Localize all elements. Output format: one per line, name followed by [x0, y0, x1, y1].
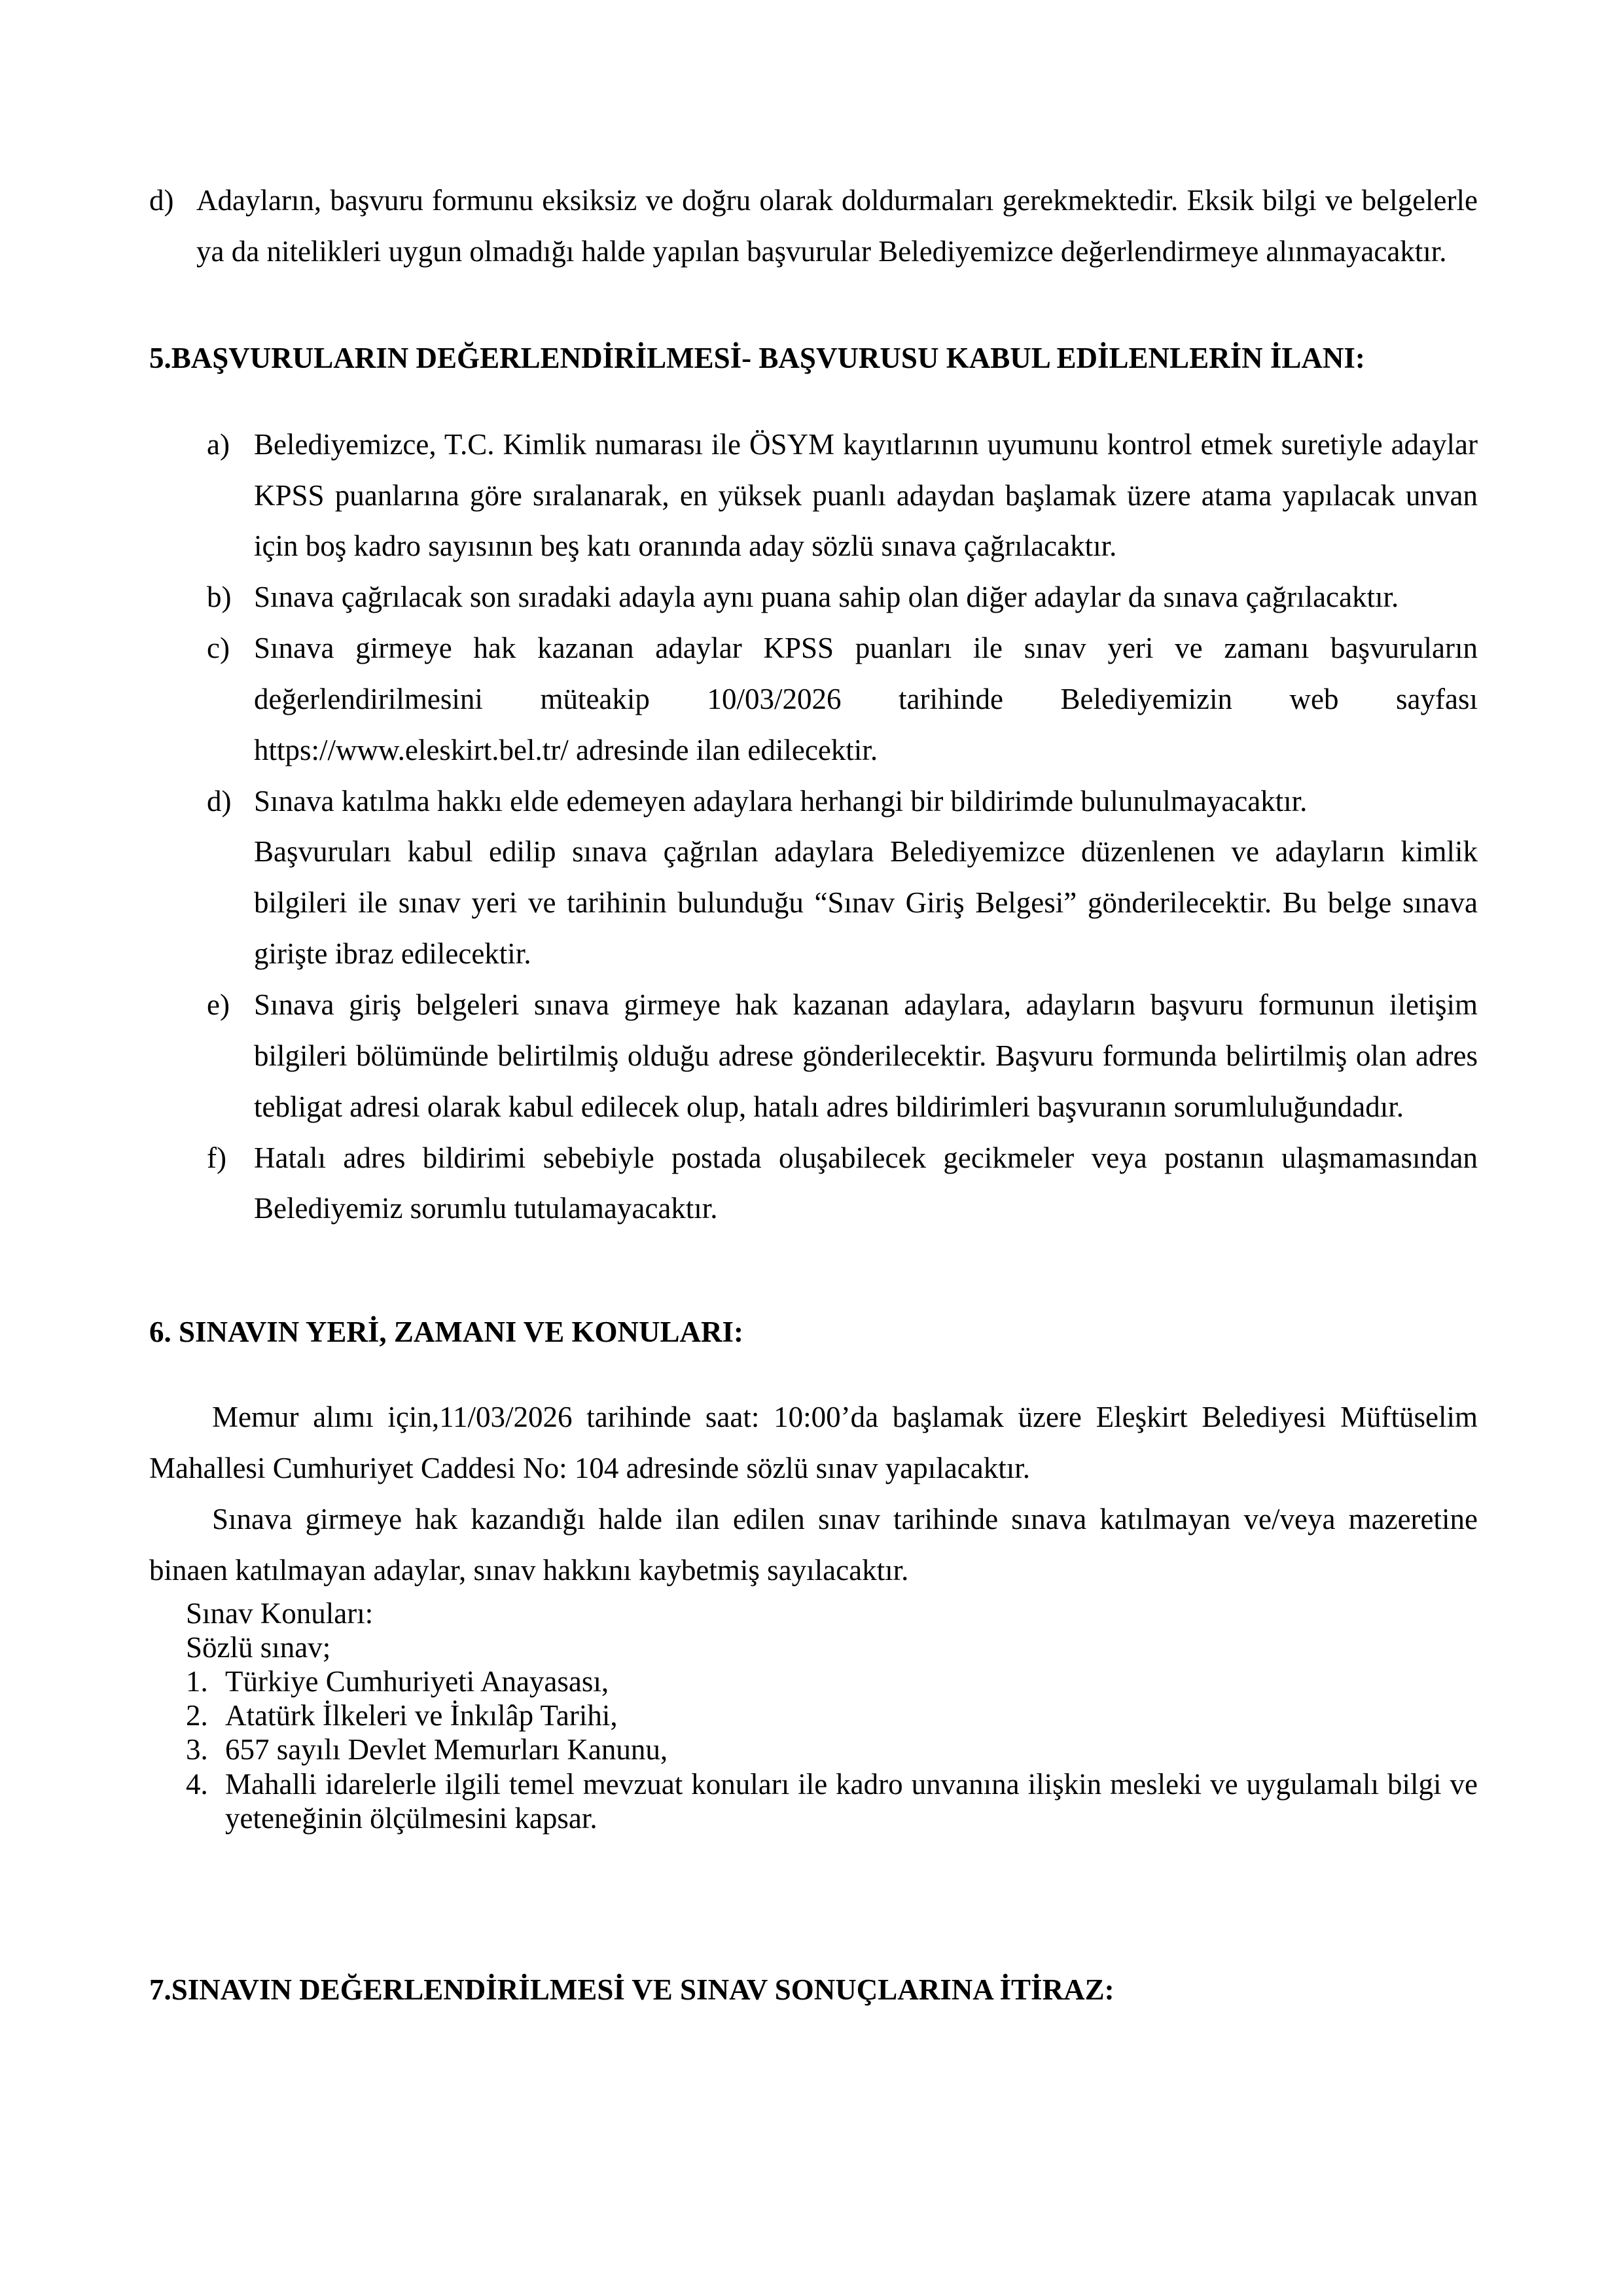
- list-item: [149, 175, 1478, 278]
- exam-subjects-list: [186, 1664, 1478, 1835]
- list-item-text: Atatürk İlkeleri ve İnkılâp Tarihi,: [225, 1699, 618, 1732]
- list-item: [207, 776, 1478, 980]
- list-item-text: Hatalı adres bildirimi sebebiyle postada oluşabilecek gecikmeler veya postanın ulaşmamasından Belediyemiz sorumlu tutulamayacaktır.: [254, 1141, 1478, 1225]
- list-item-body: [225, 1698, 1478, 1732]
- spacer-before-section5: [149, 278, 1478, 338]
- list-item-body: [254, 623, 1478, 776]
- list-item-text: Adayların, başvuru formunu eksiksiz ve doğru olarak doldurmaları gerekmektedir. Eksik bilgi ve belgelerle ya da nitelikleri uygun olmadığı halde yapılan başvurular Belediyemizce değerlendirmeye alınmayacaktır.: [196, 184, 1478, 268]
- list-item-body: [254, 420, 1478, 573]
- list-item-body: [254, 1133, 1478, 1235]
- list-item-body: [225, 1767, 1478, 1835]
- list-item-continuation: Başvuruları kabul edilip sınava çağrılan adaylara Belediyemizce düzenlenen ve adayların kimlik bilgileri ile sınav yeri ve tarihinin bulunduğu “Sınav Giriş Belgesi” gönderilecektir. Bu belge sınava girişte ibraz edilecektir.: [254, 835, 1478, 971]
- list-item-text: Belediyemizce, T.C. Kimlik numarası ile ÖSYM kayıtlarının uyumunu kontrol etmek suretiyle adaylar KPSS puanlarına göre sıralanarak, en yüksek puanlı adaydan başlamak üzere atama yapılacak unvan için boş kadro sayısının beş katı oranında aday sözlü sınava çağrılacaktır.: [254, 427, 1478, 563]
- spacer-after-section5-heading: [149, 379, 1478, 420]
- list-item: [186, 1732, 1478, 1767]
- list-item-text: Sınava katılma hakkı elde edemeyen adaylara herhangi bir bildirimde bulunulmayacaktır.: [254, 784, 1308, 817]
- list-item: [186, 1767, 1478, 1835]
- list-marker: e): [207, 988, 230, 1021]
- section-5-heading: 5.BAŞVURULARIN DEĞERLENDİRİLMESİ- BAŞVURUSU KABUL EDİLENLERİN İLANI:: [149, 341, 1365, 374]
- list-marker: 2.: [186, 1699, 208, 1732]
- list-item-text: Sınava giriş belgeleri sınava girmeye hak kazanan adaylara, adayların başvuru formunun iletişim bilgileri bölümünde belirtilmiş olduğu adrese gönderilecektir. Başvuru formunda belirtilmiş olan adres tebligat adresi olarak kabul edilecek olup, hatalı adres bildirimleri başvuranın sorumluluğundadır.: [254, 988, 1478, 1123]
- list-item-body: [254, 572, 1478, 623]
- list-item: [186, 1698, 1478, 1732]
- list-item-text: Sınava girmeye hak kazanan adaylar KPSS puanları ile sınav yeri ve zamanı başvuruların değerlendirilmesini müteakip 10/03/2026 tarihinde Belediyemizin web sayfası https://www.eleskirt.bel.tr/ adresinde ilan edilecektir.: [254, 632, 1478, 766]
- exam-subjects-label: Sınav Konuları:: [186, 1596, 374, 1630]
- exam-subjects-block: [186, 1596, 1478, 1835]
- list-item-text: 657 sayılı Devlet Memurları Kanunu,: [225, 1733, 668, 1767]
- page-content: [149, 0, 1478, 2011]
- list-item: [207, 420, 1478, 573]
- list-marker: b): [207, 581, 232, 614]
- list-item-body: [254, 776, 1478, 980]
- list-item-text: Sınava çağrılacak son sıradaki adayla aynı puana sahip olan diğer adaylar da sınava çağrılacaktır.: [254, 581, 1399, 614]
- list-item-body: [196, 175, 1478, 278]
- top-spacer: [149, 0, 1478, 175]
- list-marker: d): [207, 784, 232, 817]
- list-marker: a): [207, 427, 230, 461]
- spacer-before-section6: [149, 1234, 1478, 1312]
- list-item-body: [225, 1732, 1478, 1767]
- section-7-heading: 7.SINAVIN DEĞERLENDİRİLMESİ VE SINAV SONUÇLARINA İTİRAZ:: [149, 1973, 1115, 2006]
- list-item: [186, 1664, 1478, 1698]
- section-6-paragraph-1: Memur alımı için,11/03/2026 tarihinde saat: 10:00’da başlamak üzere Eleşkirt Belediyesi Müftüselim Mahallesi Cumhuriyet Caddesi No: 104 adresinde sözlü sınav yapılacaktır.: [149, 1401, 1478, 1485]
- list-item: [207, 980, 1478, 1133]
- list-marker: 4.: [186, 1767, 208, 1801]
- list-item-body: [254, 980, 1478, 1133]
- list-marker: 1.: [186, 1664, 208, 1698]
- exam-type-label: Sözlü sınav;: [186, 1630, 331, 1664]
- spacer-after-section6-heading: [149, 1353, 1478, 1392]
- list-marker: 3.: [186, 1733, 208, 1767]
- list-marker: d): [149, 184, 174, 217]
- list-marker: f): [207, 1141, 226, 1174]
- list-item-text: Mahalli idarelerle ilgili temel mevzuat konuları ile kadro unvanına ilişkin mesleki ve uygulamalı bilgi ve yeteneğinin ölçülmesini kapsar.: [225, 1767, 1478, 1835]
- spacer-before-section7: [149, 1835, 1478, 1969]
- list-item-text: Türkiye Cumhuriyeti Anayasası,: [225, 1664, 609, 1698]
- list-item: [207, 1133, 1478, 1235]
- list-item: [207, 623, 1478, 776]
- list-item-body: [225, 1664, 1478, 1698]
- section-5-list: [207, 420, 1478, 1235]
- list-marker: c): [207, 632, 230, 665]
- list-item: [207, 572, 1478, 623]
- section-6-heading: 6. SINAVIN YERİ, ZAMANI VE KONULARI:: [149, 1316, 744, 1349]
- section-6-paragraph-2: Sınava girmeye hak kazandığı halde ilan edilen sınav tarihinde sınava katılmayan ve/veya mazeretine binaen katılmayan adaylar, sınav hakkını kaybetmiş sayılacaktır.: [149, 1502, 1478, 1587]
